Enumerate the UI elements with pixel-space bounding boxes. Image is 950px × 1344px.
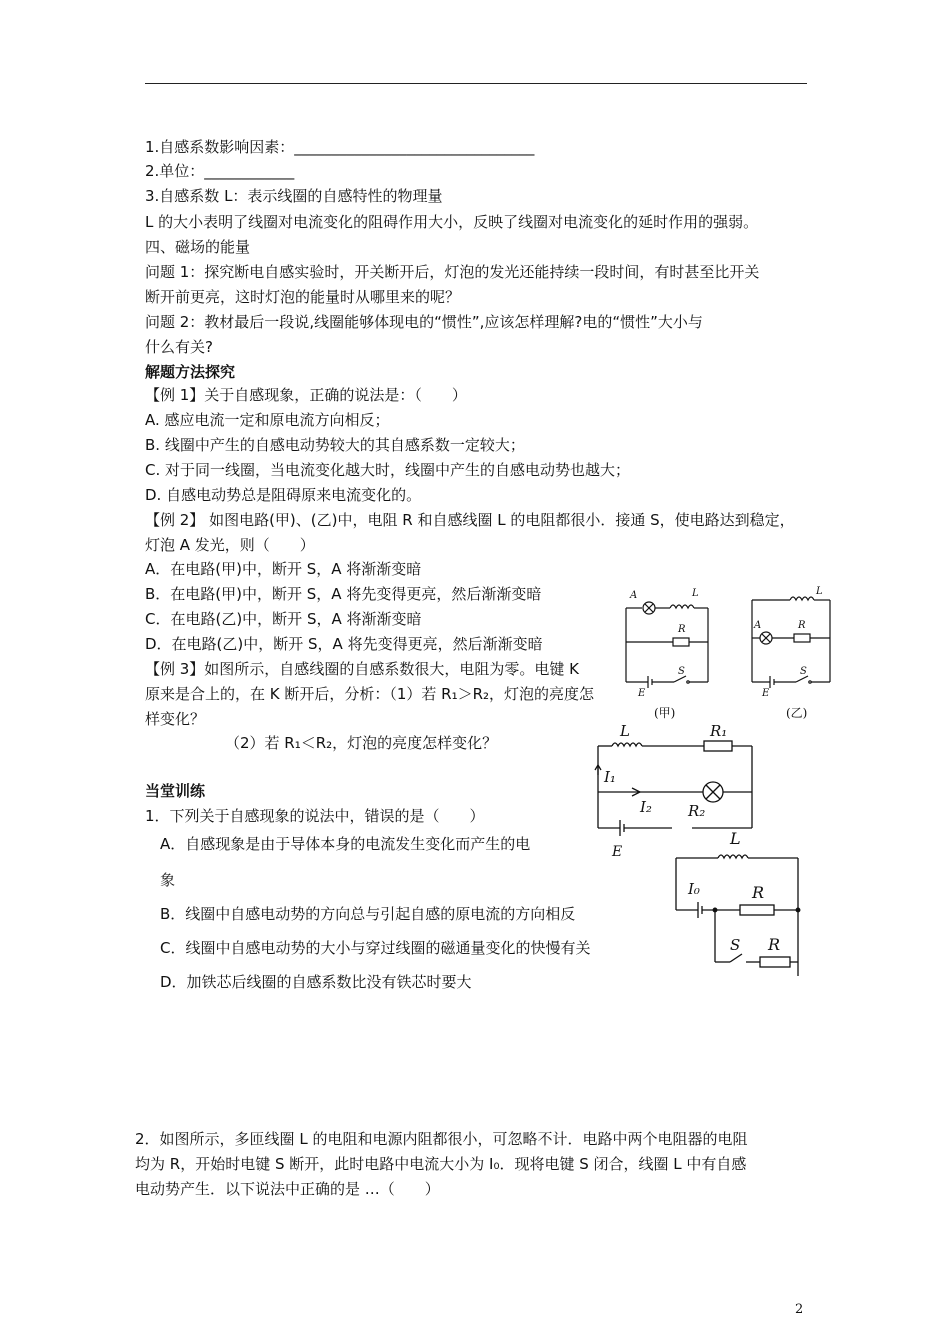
yi-label-L: L <box>816 586 823 597</box>
jia-label-A: A <box>630 590 638 601</box>
yi-label-A: A <box>754 620 762 631</box>
circuit-diagram-question2 <box>670 826 810 978</box>
header-rule <box>145 83 807 84</box>
text-line: 1.自感系数影响因素：________________________________ <box>145 138 535 156</box>
text-line: 问题 1：探究断电自感实验时，开关断开后，灯泡的发光还能持续一段时间，有时甚至比开关 <box>145 263 760 281</box>
text-line: 象 <box>160 871 176 889</box>
text-line: 2.单位：____________ <box>145 162 295 180</box>
text-line: 问题 2：教材最后一段说,线圈能够体现电的“惯性”,应该怎样理解?电的“惯性”大小与 <box>145 313 703 331</box>
text-line: A．自感现象是由于导体本身的电流发生变化而产生的电 <box>160 835 531 853</box>
text-line: C．线圈中自感电动势的大小与穿过线圈的磁通量变化的快慢有关 <box>160 939 591 957</box>
text-line: L 的大小表明了线圈对电流变化的阻碍作用大小，反映了线圈对电流变化的延时作用的强弱。 <box>145 213 759 231</box>
text-line: （2）若 R₁＜R₂，灯泡的亮度怎样变化？ <box>225 734 498 752</box>
jia-label-S: S <box>678 666 685 677</box>
q2-label-I0: I₀ <box>688 880 700 898</box>
q2-label-R-top: R <box>752 883 765 902</box>
q2-label-L: L <box>730 829 741 848</box>
text-line: 样变化？ <box>145 710 206 728</box>
ex3-label-R1: R₁ <box>710 722 728 740</box>
text-line: D．加铁芯后线圈的自感系数比没有铁芯时要大 <box>160 973 472 991</box>
jia-label-E: E <box>638 688 646 699</box>
text-line: A. 感应电流一定和原电流方向相反； <box>145 411 390 429</box>
caption-jia: (甲) <box>654 706 676 720</box>
yi-label-E: E <box>762 688 770 699</box>
yi-label-S: S <box>800 666 807 677</box>
text-line: 原来是合上的，在 K 断开后，分析：（1）若 R₁＞R₂，灯泡的亮度怎 <box>145 685 595 703</box>
text-line: 断开前更亮，这时灯泡的能量时从哪里来的呢？ <box>145 288 461 306</box>
text-line: 3.自感系数 L：表示线圈的自感特性的物理量 <box>145 187 443 205</box>
text-line: 什么有关? <box>145 338 213 356</box>
section-heading: 解题方法探究 <box>145 363 236 381</box>
text-line: 均为 R，开始时电键 S 断开，此时电路中电流大小为 I₀．现将电键 S 闭合，线圈 L 中有自感 <box>135 1155 747 1173</box>
ex3-label-L: L <box>620 722 630 740</box>
circuit-diagram-yi <box>744 580 844 700</box>
q2-label-R-bottom: R <box>768 935 781 954</box>
text-line: 四、磁场的能量 <box>145 238 251 256</box>
ex3-label-I2: I₂ <box>640 798 652 816</box>
circuit-diagram-jia <box>618 580 718 700</box>
text-line: B. 线圈中产生的自感电动势较大的其自感系数一定较大； <box>145 436 525 454</box>
ex3-label-R2: R₂ <box>688 802 706 820</box>
jia-label-R: R <box>678 624 686 635</box>
q2-label-S: S <box>730 936 741 954</box>
text-line: 电动势产生．以下说法中正确的是 …（ ） <box>135 1180 440 1198</box>
caption-yi: (乙) <box>786 706 808 720</box>
ex3-label-I1: I₁ <box>604 768 616 786</box>
text-line: 灯泡 A 发光，则（ ） <box>145 536 315 554</box>
text-line: A．在电路(甲)中，断开 S，A 将渐渐变暗 <box>145 560 422 578</box>
ex3-label-E: E <box>612 844 623 860</box>
text-line: B．线圈中自感电动势的方向总与引起自感的原电流的方向相反 <box>160 905 576 923</box>
yi-label-R: R <box>798 620 806 631</box>
text-line: C．在电路(乙)中，断开 S，A 将渐渐变暗 <box>145 610 422 628</box>
text-line: 【例 2】 如图电路(甲)、(乙)中，电阻 R 和自感线圈 L 的电阻都很小．接通 S，使电路达到稳定， <box>145 511 795 529</box>
text-line: D. 自感电动势总是阻碍原来电流变化的。 <box>145 486 422 504</box>
page-number: 2 <box>795 1302 804 1317</box>
text-line: D．在电路(乙)中，断开 S，A 将先变得更亮，然后渐渐变暗 <box>145 635 543 653</box>
text-line: 1．下列关于自感现象的说法中，错误的是（ ） <box>145 807 485 825</box>
text-line: 2．如图所示，多匝线圈 L 的电阻和电源内阻都很小，可忽略不计．电路中两个电阻器的电阻 <box>135 1130 748 1148</box>
text-line: B．在电路(甲)中，断开 S，A 将先变得更亮，然后渐渐变暗 <box>145 585 542 603</box>
text-line: 【例 3】如图所示，自感线圈的自感系数很大，电阻为零。电键 K <box>145 660 579 678</box>
text-line: C. 对于同一线圈，当电流变化越大时，线圈中产生的自感电动势也越大； <box>145 461 631 479</box>
jia-label-L: L <box>692 588 699 599</box>
text-line: 【例 1】关于自感现象，正确的说法是：（ ） <box>145 386 467 404</box>
section-heading: 当堂训练 <box>145 782 206 800</box>
